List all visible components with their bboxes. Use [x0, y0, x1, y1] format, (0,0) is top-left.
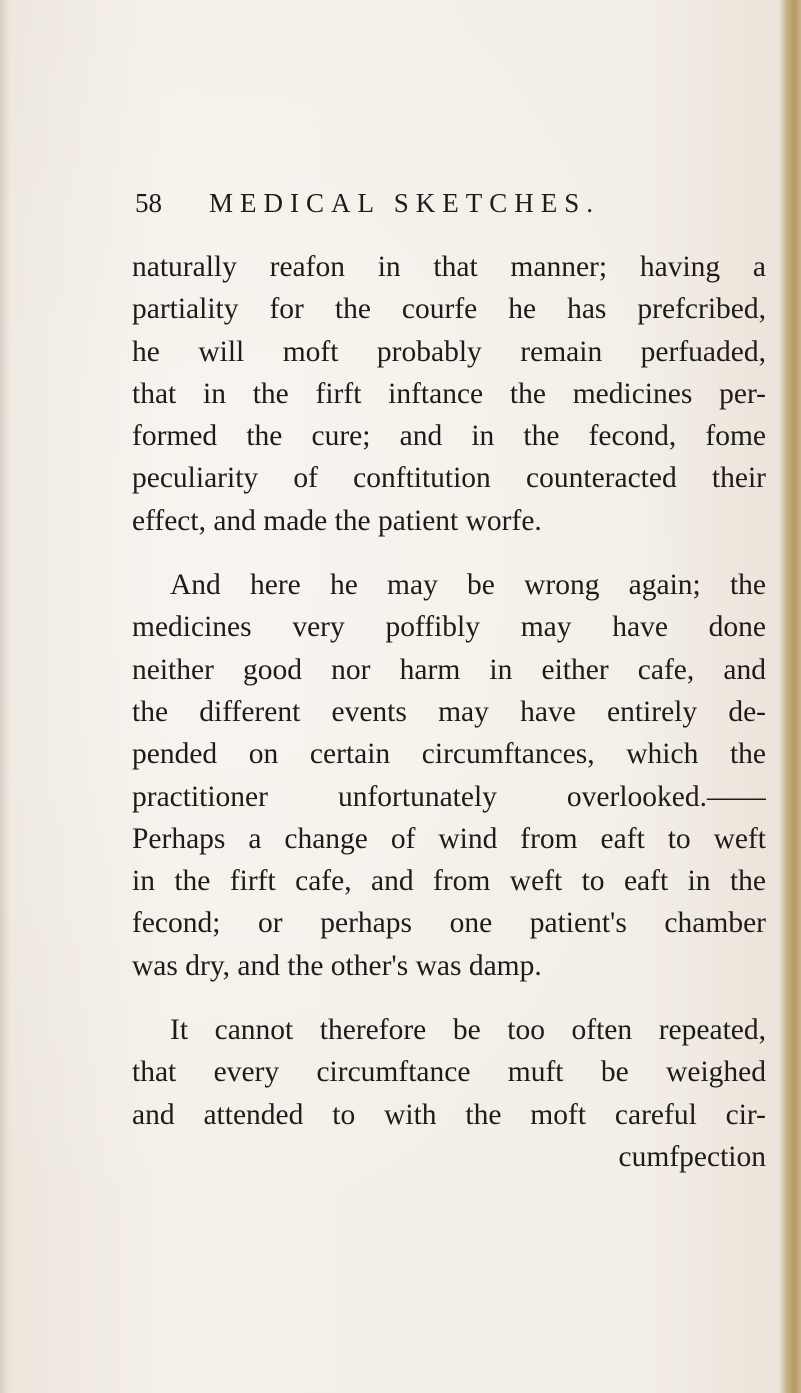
- page-number: 58: [135, 188, 162, 218]
- text-line: that every circumftance muft be weighed: [132, 1056, 766, 1089]
- page-header: [135, 188, 695, 228]
- text-line: and attended to with the moft careful cir-: [132, 1098, 766, 1131]
- text-line: effect, and made the patient worfe.: [132, 504, 542, 537]
- body-text: [132, 246, 766, 1178]
- text-line: peculiarity of conftitution counteracted their: [132, 462, 766, 495]
- text-line: formed the cure; and in the fecond, fome: [132, 420, 766, 453]
- text-line: Perhaps a change of wind from eaft to weft: [132, 822, 766, 855]
- text-line: was dry, and the other's was damp.: [132, 949, 542, 982]
- text-line: practitioner unfortunately overlooked.——: [132, 780, 766, 813]
- paragraph-gap: [132, 987, 766, 1009]
- text-line: It cannot therefore be too often repeated,: [170, 1014, 766, 1047]
- text-line: naturally reafon in that manner; having a: [132, 251, 766, 283]
- text-line: pended on certain circumftances, which the: [132, 738, 766, 771]
- text-line: neither good nor harm in either cafe, and: [132, 653, 766, 686]
- text-line: in the firft cafe, and from weft to eaft in the: [132, 865, 766, 898]
- paragraph-2: [132, 564, 766, 987]
- text-line: that in the firft inftance the medicines per-: [132, 377, 766, 410]
- page-left-edge: [0, 0, 10, 1393]
- running-title: MEDICAL SKETCHES.: [209, 188, 601, 218]
- text-line: he will moft probably remain perfuaded,: [132, 335, 766, 368]
- text-line: partiality for the courfe he has prefcribed,: [132, 293, 766, 326]
- catchword: cumfpection: [618, 1140, 766, 1173]
- paragraph-3: [132, 1009, 766, 1178]
- paragraph-1: [132, 246, 766, 542]
- binding-gutter: [779, 0, 801, 1393]
- paragraph-gap: [132, 542, 766, 564]
- text-line: fecond; or perhaps one patient's chamber: [132, 907, 766, 940]
- text-line: And here he may be wrong again; the: [170, 569, 766, 602]
- text-line: the different events may have entirely de-: [132, 695, 766, 728]
- text-line: medicines very poffibly may have done: [132, 611, 766, 644]
